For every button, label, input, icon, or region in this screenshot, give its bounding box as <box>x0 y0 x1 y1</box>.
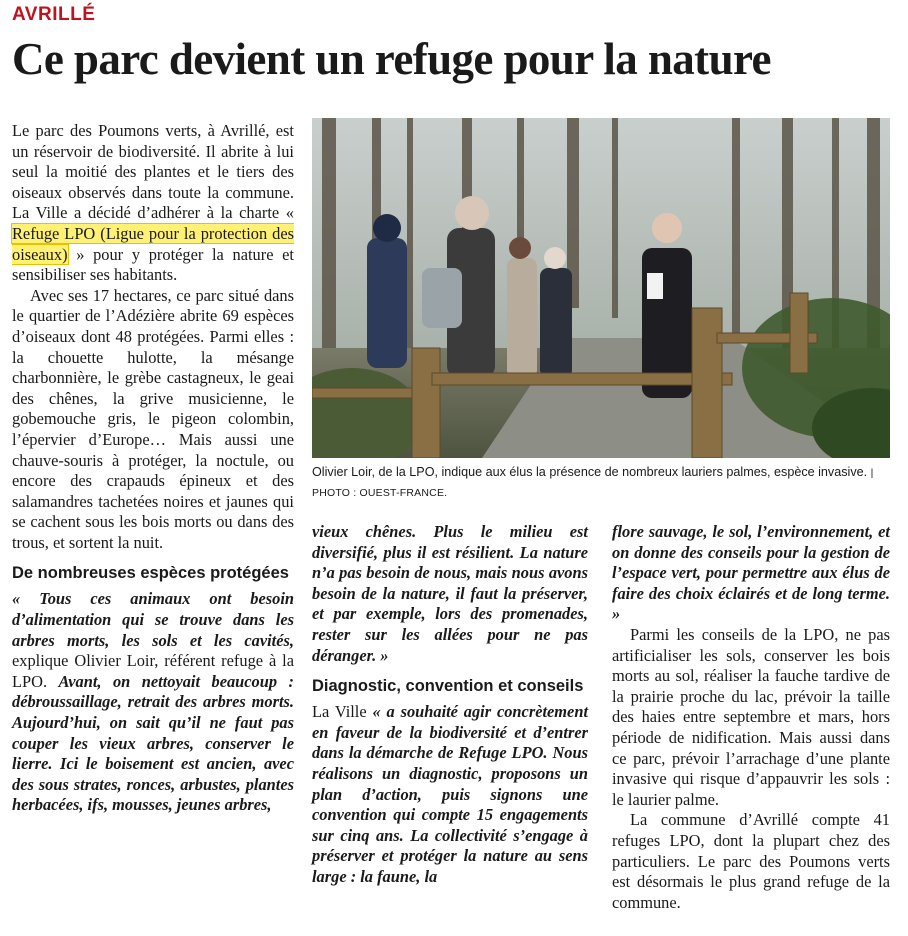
photo-credit: | PHOTO : OUEST-FRANCE. <box>312 467 874 499</box>
subhead-diagnostic: Diagnostic, convention et conseils <box>312 677 584 696</box>
article-column-3 <box>612 522 890 913</box>
highlighted-text: Refuge LPO (Ligue pour la protection des oiseaux) <box>12 223 294 264</box>
paragraph-species: Avec ses 17 hectares, ce parc situé dans le quartier de l’Adézière abrite 69 espèces d’oiseaux dont 48 protégées. Parmi elles : la chouette hulotte, la mésange charbonnière, le grèbe castagneux, le geai des chênes, la grive musicienne, le gobemouche gris, le pigeon colombin, l’épervier d’Europe… Mais aussi une chauve-souris à protéger, la noctule, ou encore des crapauds épineux et des salamandres tachetées noires et jaunes qui se cachent sous les bois morts ou dans des trous, et sortent la nuit. <box>12 285 294 552</box>
article-column-1 <box>12 121 294 816</box>
kicker-location: AVRILLÉ <box>12 4 96 25</box>
subhead-protected-species: De nombreuses espèces protégées <box>12 564 289 583</box>
paragraph-intro: Le parc des Poumons verts, à Avrillé, est un réservoir de biodiversité. Il abrite à lui seul la moitié des plantes et le tiers des oiseaux observés dans toute la commune. La Ville a décidé d’adhérer à la charte « Refuge LPO (Ligue pour la protection des oiseaux) » pour y protéger la nature et sensibiliser ses habitants. <box>12 121 294 285</box>
paragraph-quote-continued: vieux chênes. Plus le milieu est diversifié, plus il est résilient. La nature n’a pas besoin de nous, mais nous avons besoin de la nature, il faut la préserver, et par exemple, lors des promenades, rester sur les allées pour ne pas déranger. » <box>312 522 588 665</box>
paragraph-refuges-count: La commune d’Avrillé compte 41 refuges LPO, dont la plupart chez des particuliers. Le parc des Poumons verts est désormais le plus grand refuge de la commune. <box>612 810 890 912</box>
paragraph-quote-loir: « Tous ces animaux ont besoin d’alimentation qui se trouve dans les arbres morts, les sols et les cavités, explique Olivier Loir, référent refuge à la LPO. Avant, on nettoyait beaucoup : débroussaillage, retrait des arbres morts. Aujourd’hui, on sait qu’il ne faut pas couper les vieux arbres, conserver le lierre. Ici le boisement est ancien, avec des sous strates, ronces, arbustes, plantes herbacées, ifs, mousses, jeunes arbres, <box>12 589 294 815</box>
article-headline: Ce parc devient un refuge pour la nature <box>12 34 771 84</box>
article-column-2 <box>312 522 588 888</box>
park-photo-illustration <box>312 118 890 458</box>
photo-caption: Olivier Loir, de la LPO, indique aux élus la présence de nombreux lauriers palmes, espèce invasive. | PHOTO : OUEST-FRANCE. <box>312 465 874 499</box>
paragraph-commitment-continued: flore sauvage, le sol, l’environnement, et on donne des conseils pour la gestion de l’espace vert, pour permettre aux élus de faire des choix éclairés et de long terme. » <box>612 522 890 624</box>
paragraph-lpo-advice: Parmi les conseils de la LPO, ne pas artificialiser les sols, conserver les bois morts au sol, réaliser la fauche tardive de la prairie proche du lac, prévoir la taille des haies entre septembre et mars, hors période de nidification. Mais aussi dans ce parc, prévoir l’arrachage d’une plante invasive qui risque d’appauvrir les sols : le laurier palme. <box>612 624 890 809</box>
article-photo <box>312 118 890 458</box>
paragraph-city-commitment: La Ville « a souhaité agir concrètement en faveur de la biodiversité et d’entrer dans la démarche de Refuge LPO. Nous réalisons un diagnostic, proposons un plan d’action, puis signons une convention qui compte 15 engagements sur cinq ans. La collectivité s’engage à préserver et protéger la nature au sens large : la faune, la <box>312 702 588 886</box>
